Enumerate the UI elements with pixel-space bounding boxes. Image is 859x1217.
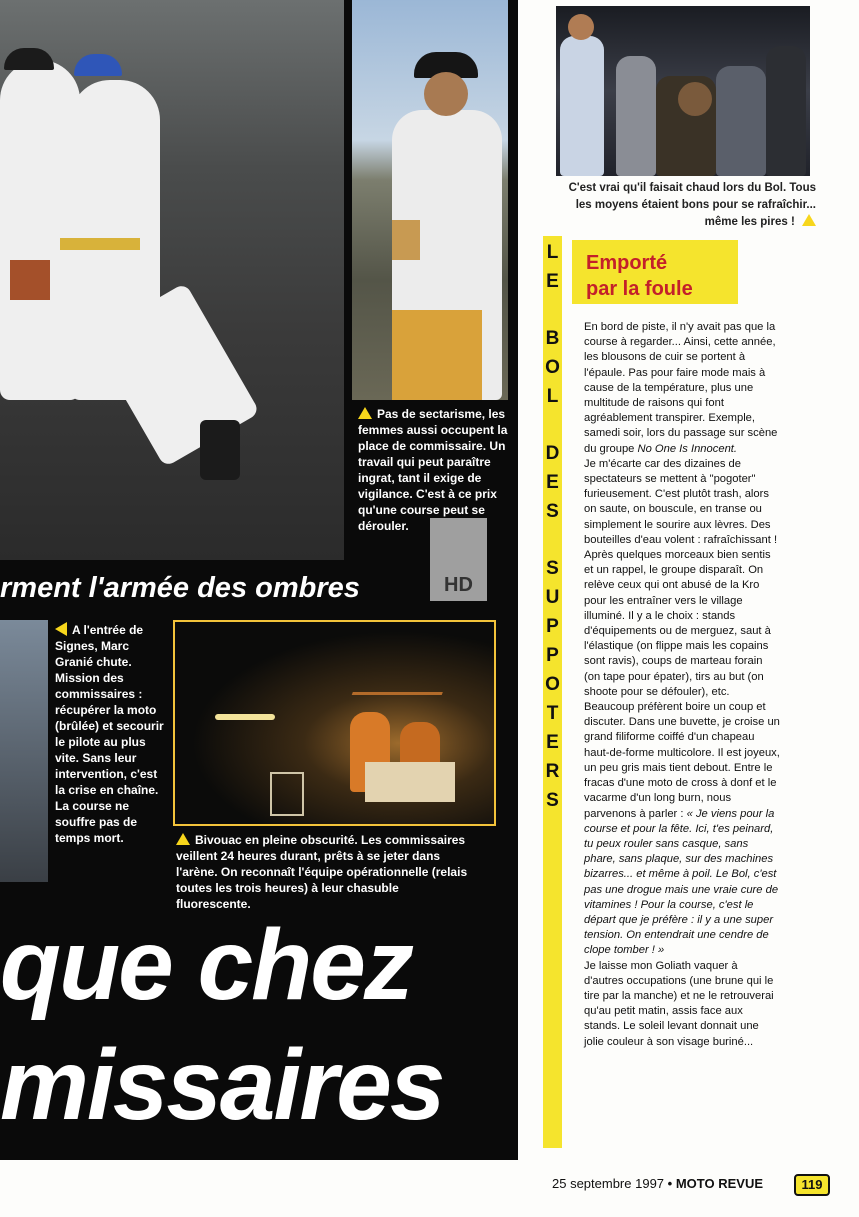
article-paragraph: Je m'écarte car des dizaines de spectateurs se mettent à "pogoter" furieusement. C'est plutôt trash, alors on saute, on bouscule, en transe ou simplement le sourire aux lèvres. Des bouteilles d'eau volent : rafraîchissant ! Après quelques morceaux bien sentis et un rappel, le groupe disparaît. On relève ceux qui ont abusé de la Kro pour les entraîner vers le village illuminé. Il y a le choix : stands d'équipements ou de merguez, saut à l'élastique (on flippe mais les copains sont ravis), coups de marteau forain (on tape pour épater), tirs au but (on shoote pour se défouler), etc. Beaucoup préfèrent boire un coup et discuter. Dans une buvette, je croise un grand filiforme coiffé d'un chapeau haut-de-forme multicolore. Il est joyeux, un peu gris mais tient debout. Entre le fracas d'une moto de cross à donf et le vacarme d'un long burn, nous parvenons à parler : « Je viens pour la course et pour la fête. Ici, t'es peinard, tu peux rouler sans casque, sans phare, sans plaque, sur des machines bizarres... et même à poil. Le Bol, c'est pas une drogue mais une vraie cure de vitamines ! Pour la course, c'est le départ que je préfère : il y a une super tension. On entendrait une cendre de clope tomber ! » [584, 457, 780, 957]
sidebar-title: Emporté par la foule [586, 252, 693, 300]
page-number: 119 [794, 1174, 830, 1196]
watermark: HD [430, 518, 487, 601]
headline-line-2: missaires [0, 1029, 444, 1141]
triangle-left-icon [55, 622, 67, 636]
triangle-up-icon [802, 214, 816, 226]
photo-crowd [556, 6, 810, 176]
caption-women-marshals: Pas de sectarisme, les femmes aussi occupent la place de commissaire. Un travail qui peut paraître ingrat, tant il exige de vigilance. C'est à ce prix qu'une course peut se dérouler. [358, 407, 508, 533]
vertical-section-label: L E B O L D E S S U P P O T E R S [545, 242, 560, 811]
caption-signes: A l'entrée de Signes, Marc Granié chute. Mission des commissaires : récupérer la moto (brûlée) et secourir le pilote au plus vite. Sans leur intervention, c'est la crise en chaîne. La course ne souffre pas de temps mort. [55, 623, 164, 845]
caption-heat: C'est vrai qu'il faisait chaud lors du Bol. Tous les moyens étaient bons pour se rafraîchir... même les pires ! [568, 182, 816, 228]
triangle-up-icon [176, 833, 190, 845]
photo-woman-marshal [352, 0, 508, 400]
sidebar-article-body [584, 320, 780, 1050]
headline-line-1: que chez [0, 909, 412, 1021]
subheadline: rment l'armée des ombres [0, 572, 360, 604]
article-paragraph: En bord de piste, il n'y avait pas que la course à regarder... Ainsi, cette année, les blousons de cuir se portent à l'épaule. Pas pour faire mode mais à cause de la température, plus une multitude de raisons qui font agréablement transpirer. Exemple, samedi soir, lors du passage sur scène du groupe No One Is Innocent. [584, 321, 778, 455]
article-paragraph: Je laisse mon Goliath vaquer à d'autres occupations (une brune qui le tire par la manche) et ne le retrouverai qu'au petit matin, assis face aux stands. Le soleil levant donnait une jolie couleur à son visage buriné... [584, 959, 774, 1048]
photo-crash [0, 620, 48, 882]
page-footer: 25 septembre 1997 • MOTO REVUE [552, 1176, 764, 1191]
photo-bivouac [173, 620, 496, 826]
triangle-up-icon [358, 407, 372, 419]
photo-running-marshals [0, 0, 344, 560]
caption-bivouac: Bivouac en pleine obscurité. Les commissaires veillent 24 heures durant, prêts à se jeter dans l'arène. On reconnaît l'équipe opérationnelle (relais toutes les trois heures) à leur chasuble fluorescente. [176, 833, 468, 911]
